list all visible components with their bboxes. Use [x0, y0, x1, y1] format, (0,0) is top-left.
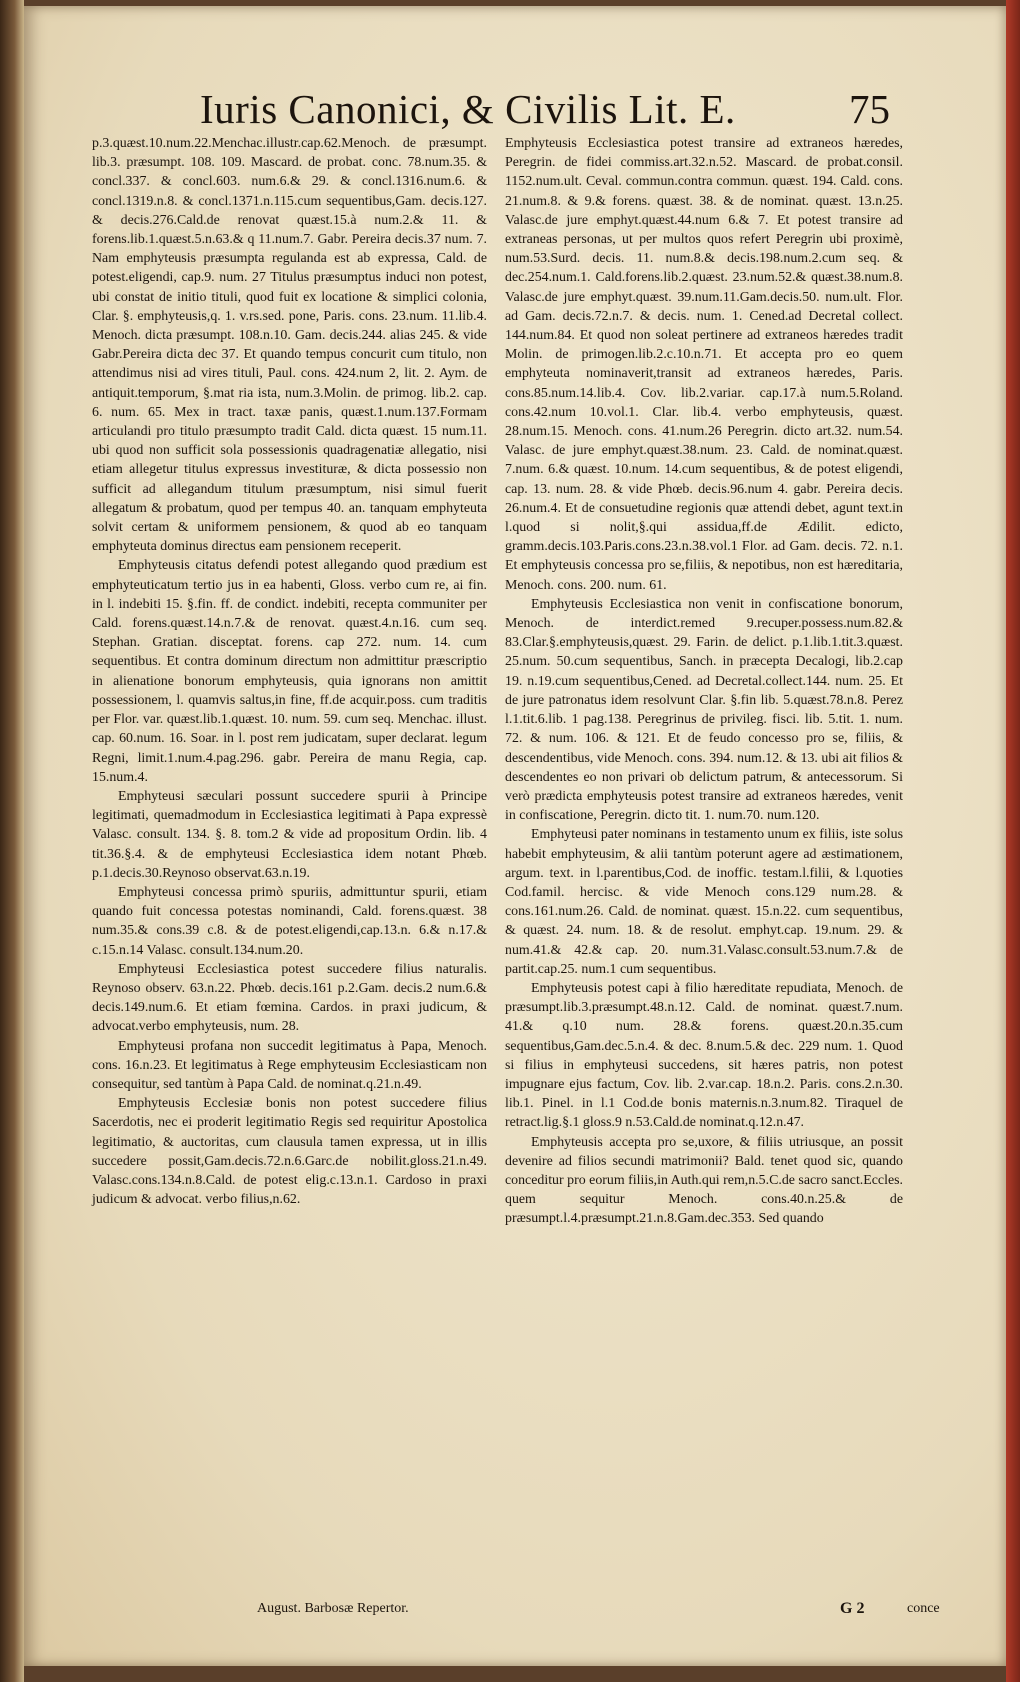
- paragraph: Emphyteusi sæculari possunt succedere spurii à Principe legitimati, quemadmodum in Ecclesiastica legitimati à Papa expressè Valasc. consult. 134. §. 8. tom.2 & vide ad propositum Ordin. lib. 4 tit.36.§.4. & de emphyteusi Ecclesiastica idem notant Phœb. p.1.decis.30.Reynoso observat.63.n.19.: [92, 788, 487, 881]
- paragraph: Emphyteusis Ecclesiastica potest transire ad extraneos hæredes, Peregrin. de fidei commiss.art.32.n.52. Mascard. de probat.consil. 1152.num.ult. Ceval. commun.contra commun. quæst. 194. Cald. cons. 21.num.8. & 9.& forens. quæst. 38. & de nominat. quæst. 13.n.25. Valasc.de jure emphyt.quæst.44.num 6.& 7. Et potest transire ad extraneas personas, ut per multos quos refert Peregrin ubi proximè, num.53.Surd. decis. 11. num.8.& decis.198.num.2.cum seq. & dec.254.num.1. Cald.forens.lib.2.quæst. 23.num.52.& quæst.38.num.8. Valasc.de jure emphyt.quæst. 39.num.11.Gam.decis.50. num.ult. Flor. ad Gam. decis.72.n.7. & decis. num. 1. Cened.ad Decretal collect. 144.num.84. Et quod non soleat pertinere ad extraneos hæredes tradit Molin. de primogen.lib.2.c.10.n.71. Et accepta pro eo quem emphyteuta nominaverit,transit ad extraneos hæredes, Paris. cons.85.num.14.lib.4. Cov. lib.2.variar. cap.17.à num.5.Roland. cons.42.num 10.vol.1. Clar. lib.4. verbo emphyteusis, quæst. 28.num.15. Menoch. cons. 41.num.26 Peregrin. dicto art.32. num.54. Valasc. de jure emphyt.quæst.38.num. 23. Cald. de nominat.quæst. 7.num. 6.& quæst. 10.num. 14.cum sequentibus, & de potest eligendi, cap. 13. num. 28. & vide Phœb. decis.96.num 4. gabr. Pereira decis. 26.num.4. Et de consuetudine regionis quæ attendi debet, agunt text.in l.quod si nolit,§.qui assidua,ff.de Ædilit. edicto, gramm.decis.103.Paris.cons.23.n.38.vol.1 Flor. ad Gam. decis. 72. n.1. Et emphyteusis concessa pro se,filiis, & nepotibus, non est hæreditaria, Menoch. cons. 200. num. 61.: [505, 136, 903, 593]
- paragraph: Emphyteusi pater nominans in testamento unum ex filiis, iste solus habebit emphyteusim, & alii tantùm poterunt agere ad æstimationem, argum. text. in l.parentibus,Cod. de inoffic. testam.l.filii, & l.quoties Cod.famil. hercisc. & vide Menoch cons.129 num.28. & cons.161.num.26. Cald. de nominat. quæst. 15.n.22. cum sequentibus, & quæst. 24. num. 18. & de resolut. emphyt.cap. 19.num. 29. & num.41.& 42.& cap. 20. num.31.Valasc.consult.53.num.7.& de partit.cap.25. num.1 cum sequentibus.: [505, 827, 903, 977]
- signature-mark: G 2: [840, 1600, 865, 1617]
- book-binding: [0, 0, 24, 1682]
- paragraph: Emphyteusis Ecclesiæ bonis non potest succedere filius Sacerdotis, nec ei proderit legitimatio Regis sed requiritur Apostolica legitimatio, & auctoritas, cum clausula tamen expressa, ut in illis succedere possit,Gam.decis.72.n.6.Garc.de nobilit.gloss.21.n.49. Valasc.cons.134.n.8.Cald. de potest elig.c.13.n.1. Cardoso in praxi judicum & advocat. verbo filius,n.62.: [92, 1096, 487, 1208]
- paragraph: Emphyteusi profana non succedit legitimatus à Papa, Menoch. cons. 16.n.23. Et legitimatus à Rege emphyteusim Ecclesiasticam non consequitur, sed tantùm à Papa Cald. de nominat.q.21.n.49.: [92, 1038, 487, 1092]
- running-title: Iuris Canonici, & Civilis Lit. E.: [200, 86, 736, 132]
- paragraph: Emphyteusi Ecclesiastica potest succedere filius naturalis. Reynoso observ. 63.n.22. Phœb. decis.161 p.2.Gam. decis.2 num.6.& decis.149.num.6. Et etiam fœmina. Cardos. in praxi judicum, & advocat.verbo emphyteusis, num. 28.: [92, 961, 487, 1035]
- catchword-left: August. Barbosæ Repertor.: [257, 1601, 409, 1616]
- paragraph: Emphyteusis potest capi à filio hæreditate repudiata, Menoch. de præsumpt.lib.3.præsumpt.48.n.12. Cald. de nominat. quæst.7.num. 41.& q.10 num. 28.& forens. quæst.20.n.35.cum sequentibus,Gam.dec.5.n.4. & dec. 8.num.5.& dec. 229 num. 1. Quod si filius in emphyteusi succedens, sit hæres patris, non potest impugnare ejus factum, Cov. lib. 2.var.cap. 18.n.2. Paris. cons.2.n.30. lib.1. Pinel. in l.1 Cod.de bonis maternis.n.3.num.82. Tiraquel de retract.lig.§.1 gloss.9 n.53.Cald.de nominat.q.12.n.47.: [505, 980, 903, 1131]
- page-edge: [1006, 0, 1020, 1682]
- paragraph: Emphyteusis citatus defendi potest allegando quod prædium est emphyteuticatum tertio jus in ea habenti, Gloss. verbo cum re, ai fin. in l. indebiti 15. §.fin. ff. de condict. indebiti, recepta communiter per Cald. forens.quæst.14.n.7.& de renovat. quæst.4.n.16. cum seq. Stephan. Gratian. disceptat. forens. cap 272. num. 14. cum sequentibus. Et contra dominum directum non admittitur præscriptio in alienatione bonorum emphyteusis, quia ignorans non amittit possessionem, l. quamvis saltus,in fine, ff.de acquir.poss. cum traditis per Flor. var. quæst.lib.1.quæst. 10. num. 59. cum seq. Menchac. illust. cap. 60.num. 16. Soar. in l. post rem judicatam, super declarat. legum Regni, limit.1.num.4.pag.296. gabr. Pereira de manu Regia, cap. 15.num.4.: [92, 558, 487, 785]
- paragraph: p.3.quæst.10.num.22.Menchac.illustr.cap.62.Menoch. de præsumpt. lib.3. præsumpt. 108. 109. Mascard. de probat. conc. 78.num.35. & concl.337. & concl.603. num.6.& 29. & concl.1316.num.6. & concl.1319.n.8. & concl.1371.n.115.cum sequentibus,Gam. decis.127. & decis.276.Cald.de renovat quæst.15.à num.2.& 11. & forens.lib.1.quæst.5.n.63.& q 11.num.7. Gabr. Pereira decis.37 num. 7. Nam emphyteusis præsumpta regulanda est ab expressa, Cald. de potest.eligendi, cap.9. num. 27 Titulus præsumptus induci non potest, ubi constat de initio tituli, quod fuit ex locatione & simplici colonia, Clar. §. emphyteusis,q. 1. v.rs.sed. pone, Paris. cons. 23.num. 11.lib.4. Menoch. dicta præsumpt. 108.n.10. Gam. decis.244. alias 245. & vide Gabr.Pereira dicta dec 37. Et quando tempus concurit cum titulo, non attendimus nisi ad vires tituli, Paul. cons. 424.num 2, lit. 2. Aym. de antiquit.temporum, §.mat ria ista, num.3.Molin. de primog. lib.2. cap. 6. num. 65. Mex in tract. taxæ panis, quæst.1.num.137.Formam articulandi pro titulo præsumpto tradit Cald. dicta quæst. 15 num.11. ubi quod non sufficit sola possessionis quadragenatiæ allegatio, nisi etiam allegetur titulus expressus investituræ, & dicta possessio non sufficit ad allegandum titulum præsumptum, nisi simul fuerit allegatum & probatum, quod per tempus 40. an. tanquam emphyteuta solvit certam & uniformem pensionem, & quod ab eo tanquam emphyteuta dominus directus eam pensionem receperit.: [92, 136, 487, 555]
- left-column: [92, 134, 487, 1209]
- right-column: [505, 134, 903, 1229]
- paragraph: Emphyteusis Ecclesiastica non venit in confiscatione bonorum, Menoch. de interdict.remed 9.recuper.possess.num.82.& 83.Clar.§.emphyteusis,quæst. 29. Farin. de delict. p.1.lib.1.tit.3.quæst. 25.num. 50.cum sequentibus, Sanch. in præcepta Decalogi, lib.2.cap 19. n.19.cum sequentibus,Cened. ad Decretal.collect.144. num. 25. Et de jure patronatus idem resolvunt Clar. §.fin lib. 5.quæst.78.n.8. Perez l.1.tit.6.lib. 1 pag.138. Peregrinus de privileg. fisci. lib. 5.tit. 1. num. 72. & num. 106. & 121. Et de feudo concesso pro se, filiis, & descendentibus, vide Menoch. cons. 394. num.12. & 13. ubi ait filios & descendentes eo non privari ob delictum patrum, & antecessorum. Si verò prædicta emphyteusis potest transire ad extraneos hæredes, venit in confiscatione, Peregrin. dicto tit. 1. num.70. num.120.: [505, 596, 903, 824]
- page-number: 75: [849, 86, 890, 132]
- paragraph: Emphyteusi concessa primò spuriis, admittuntur spurii, etiam quando fuit concessa potestas nominandi, Cald. forens.quæst. 38 num.35.& cons.39 c.8. & de potest.eligendi,cap.13.n. 6.& n.17.& c.15.n.14 Valasc. consult.134.num.20.: [92, 884, 487, 958]
- catchword-right: conce: [907, 1601, 940, 1616]
- paragraph: Emphyteusis accepta pro se,uxore, & filiis utriusque, an possit devenire ad filios secundi matrimonii? Bald. tenet quod sic, quando conceditur pro eorum filiis,in Auth.qui rem,n.5.C.de sacro sanct.Eccles. quem sequitur Menoch. cons.40.n.25.& de præsumpt.l.4.præsumpt.21.n.8.Gam.dec.353. Sed quando: [505, 1134, 903, 1227]
- page-header: [170, 84, 890, 134]
